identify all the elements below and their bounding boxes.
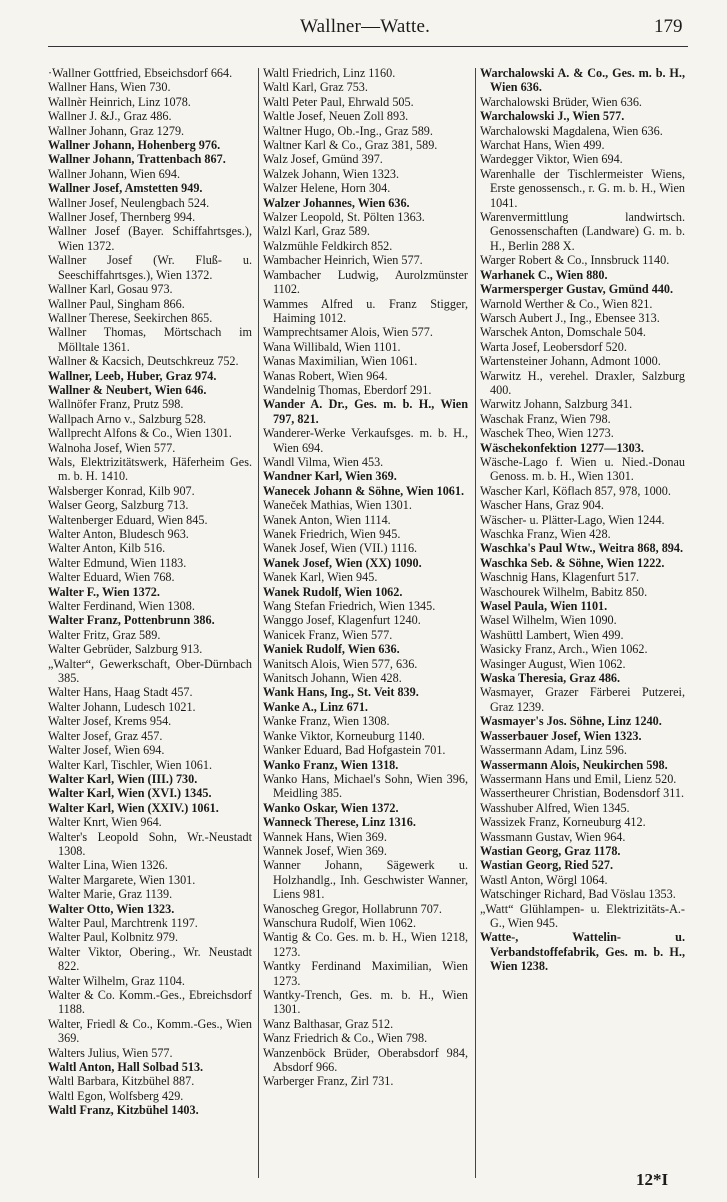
directory-entry: Wantky-Trench, Ges. m. b. H., Wien 1301.: [263, 988, 468, 1017]
directory-entry: Wallpach Arno v., Salzburg 528.: [48, 411, 207, 426]
directory-entry: Wanek Josef, Wien (XX) 1090.: [263, 555, 422, 570]
directory-column-1: [48, 66, 252, 1118]
directory-entry: Wanicek Franz, Wien 577.: [263, 627, 393, 642]
directory-entry: Watschinger Richard, Bad Vöslau 1353.: [480, 887, 676, 902]
directory-entry: Walter Johann, Ludesch 1021.: [48, 699, 196, 714]
directory-entry: Walzl Karl, Graz 589.: [263, 224, 370, 239]
directory-entry: Wasmayer, Grazer Färberei Putzerei, Graz 1239.: [480, 685, 685, 714]
directory-entry: Walter Gebrüder, Salzburg 913.: [48, 642, 203, 657]
directory-entry: Waltl Karl, Graz 753.: [263, 80, 368, 95]
directory-entry: Walter Marie, Graz 1139.: [48, 887, 173, 902]
directory-entry: Warnold Werther & Co., Wien 821.: [480, 296, 653, 311]
directory-entry: Wallner Therese, Seekirchen 865.: [48, 310, 213, 325]
directory-entry: Wank Hans, Ing., St. Veit 839.: [263, 685, 419, 700]
directory-entry: Wantig & Co. Ges. m. b. H., Wien 1218, 1273.: [263, 930, 468, 959]
directory-entry: Wäscher- u. Plätter-Lago, Wien 1244.: [480, 512, 665, 527]
directory-entry: Walter & Co. Komm.-Ges., Ebreichsdorf 1188.: [48, 988, 252, 1017]
directory-entry: Waschka's Paul Wtw., Weitra 868, 894.: [480, 541, 684, 556]
directory-entry: Warwitz Johann, Salzburg 341.: [480, 397, 633, 412]
directory-entry: Waschnig Hans, Klagenfurt 517.: [480, 570, 640, 585]
directory-entry: Wallprecht Alfons & Co., Wien 1301.: [48, 426, 232, 441]
page-title: Wallner—Watte.: [300, 16, 431, 37]
directory-entry: Walters Julius, Wien 577.: [48, 1045, 173, 1060]
directory-entry: Wana Willibald, Wien 1101.: [263, 339, 401, 354]
directory-entry: Walter Lina, Wien 1326.: [48, 858, 168, 873]
directory-entry: Wallner Johann, Hohenberg 976.: [48, 138, 221, 153]
directory-entry: Wammes Alfred u. Franz Stigger, Haiming 1012.: [263, 296, 468, 325]
directory-entry: Wanas Robert, Wien 964.: [263, 368, 388, 383]
directory-entry: Walter Eduard, Wien 768.: [48, 570, 175, 585]
directory-entry: Wandelnig Thomas, Eberdorf 291.: [263, 382, 432, 397]
directory-entry: Warberger Franz, Zirl 731.: [263, 1074, 394, 1089]
directory-entry: Wanker Eduard, Bad Hofgastein 701.: [263, 743, 446, 758]
directory-entry: Wallner Johann, Wien 694.: [48, 166, 180, 181]
directory-entry: Warenhalle der Tischlermeister Wiens, Erste genossensch., r. G. m. b. H., Wien 1041.: [480, 166, 685, 210]
directory-entry: Walter Anton, Kilb 516.: [48, 541, 166, 556]
directory-entry: Wascher Hans, Graz 904.: [480, 498, 604, 513]
directory-entry: Warsch Aubert J., Ing., Ebensee 313.: [480, 310, 660, 325]
directory-entry: Waniek Rudolf, Wien 636.: [263, 642, 400, 657]
directory-entry: Wallner Josef (Bayer. Schiffahrtsges.), Wien 1372.: [48, 224, 252, 253]
directory-entry: Warwitz H., verehel. Draxler, Salzburg 400.: [480, 368, 685, 397]
directory-entry: Warta Josef, Leobersdorf 520.: [480, 339, 627, 354]
directory-entry: Wanner Johann, Sägewerk u. Holzhandlg., Inh. Geschwister Wanner, Liens 981.: [263, 858, 468, 902]
directory-entry: Walsberger Konrad, Kilb 907.: [48, 483, 195, 498]
directory-entry: Walter Paul, Marchtrenk 1197.: [48, 915, 198, 930]
directory-entry: Walnoha Josef, Wien 577.: [48, 440, 176, 455]
directory-entry: Walter Otto, Wien 1323.: [48, 901, 175, 916]
directory-entry: Walter Anton, Bludesch 963.: [48, 527, 189, 541]
directory-entry: Wanke Franz, Wien 1308.: [263, 714, 390, 729]
directory-entry: Wanek Anton, Wien 1114.: [263, 512, 391, 527]
directory-entry: Wallner Josef, Neulengbach 524.: [48, 195, 210, 210]
directory-entry: Wasmayer's Jos. Söhne, Linz 1240.: [480, 714, 662, 729]
directory-entry: Wanderer-Werke Verkaufsges. m. b. H., Wien 694.: [263, 426, 468, 455]
directory-entry: Wallner Johann, Graz 1279.: [48, 123, 185, 138]
directory-entry: Warchalowski J., Wien 577.: [480, 109, 625, 124]
directory-entry: Wanke Viktor, Korneuburg 1140.: [263, 728, 425, 743]
directory-entry: Warhanek C., Wien 880.: [480, 267, 608, 282]
directory-entry: Walzer Leopold, St. Pölten 1363.: [263, 210, 425, 225]
directory-entry: Walter Knrt, Wien 964.: [48, 815, 162, 830]
directory-entry: ·Wallner Gottfried, Ebseichsdorf 664.: [48, 66, 233, 80]
directory-entry: Walzer Johannes, Wien 636.: [263, 195, 410, 210]
directory-entry: Waschak Franz, Wien 798.: [480, 411, 611, 426]
directory-entry: Wanschura Rudolf, Wien 1062.: [263, 915, 416, 930]
directory-entry: Wanas Maximilian, Wien 1061.: [263, 354, 418, 369]
directory-entry: Wallner Paul, Singham 866.: [48, 296, 185, 311]
directory-entry: Walter Josef, Graz 457.: [48, 728, 163, 743]
directory-entry: Waltl Egon, Wolfsberg 429.: [48, 1088, 184, 1103]
directory-entry: Wäschekonfektion 1277—1303.: [480, 440, 644, 455]
directory-entry: Wanz Friedrich & Co., Wien 798.: [263, 1031, 428, 1046]
directory-entry: Walter Paul, Kolbnitz 979.: [48, 930, 179, 945]
directory-entry: Wasel Paula, Wien 1101.: [480, 599, 608, 614]
directory-entry: Wallner Hans, Wien 730.: [48, 80, 171, 95]
directory-entry: Wallner Johann, Trattenbach 867.: [48, 152, 226, 167]
directory-entry: Wang Stefan Friedrich, Wien 1345.: [263, 599, 436, 614]
directory-entry: Wanoscheg Gregor, Hollabrunn 707.: [263, 901, 442, 916]
directory-entry: Wallnèr Heinrich, Linz 1078.: [48, 94, 191, 109]
directory-entry: Wallner Thomas, Mörtschach im Mölltale 1361.: [48, 325, 252, 354]
directory-entry: Wallner Josef, Amstetten 949.: [48, 181, 203, 196]
directory-entry: Wanneck Therese, Linz 1316.: [263, 815, 416, 830]
directory-entry: Warchalowski Brüder, Wien 636.: [480, 94, 642, 109]
directory-entry: Walter Franz, Pottenbrunn 386.: [48, 613, 215, 628]
directory-entry: Waneček Mathias, Wien 1301.: [263, 498, 412, 513]
directory-entry: Waltl Barbara, Kitzbühel 887.: [48, 1074, 195, 1089]
printer-signature: 12*I: [636, 1170, 669, 1189]
directory-entry: Warger Robert & Co., Innsbruck 1140.: [480, 253, 670, 268]
directory-entry: Wannek Hans, Wien 369.: [263, 829, 387, 844]
directory-entry: Waltner Karl & Co., Graz 381, 589.: [263, 138, 438, 153]
directory-entry: Wastl Anton, Wörgl 1064.: [480, 872, 608, 887]
directory-entry: Wanitsch Alois, Wien 577, 636.: [263, 656, 418, 671]
directory-entry: Wasshuber Alfred, Wien 1345.: [480, 800, 630, 815]
directory-entry: Walter F., Wien 1372.: [48, 584, 160, 599]
directory-entry: Walter Karl, Wien (XVI.) 1345.: [48, 786, 212, 801]
directory-entry: Wanecek Johann & Söhne, Wien 1061.: [263, 483, 465, 498]
directory-entry: Wanggo Josef, Klagenfurt 1240.: [263, 613, 421, 628]
directory-entry: Wanek Karl, Wien 945.: [263, 570, 378, 585]
directory-entry: Waltner Hugo, Ob.-Ing., Graz 589.: [263, 123, 433, 138]
directory-entry: Walter Hans, Haag Stadt 457.: [48, 685, 193, 700]
directory-entry: Waltl Anton, Hall Solbad 513.: [48, 1060, 204, 1075]
directory-entry: Wanz Balthasar, Graz 512.: [263, 1016, 394, 1031]
directory-entry: Waschka Seb. & Söhne, Wien 1222.: [480, 555, 665, 570]
directory-entry: Wallner & Kacsich, Deutschkreuz 752.: [48, 354, 239, 369]
directory-entry: Wanek Friedrich, Wien 945.: [263, 527, 401, 541]
directory-entry: Wassermann Adam, Linz 596.: [480, 743, 627, 758]
directory-entry: Wanek Josef, Wien (VII.) 1116.: [263, 541, 418, 556]
directory-entry: Waltle Josef, Neuen Zoll 893.: [263, 109, 409, 124]
directory-entry: Wallner Karl, Gosau 973.: [48, 282, 173, 297]
page-number: 179: [654, 16, 683, 37]
directory-entry: Wandner Karl, Wien 369.: [263, 469, 397, 484]
directory-entry: Walter Wilhelm, Graz 1104.: [48, 973, 185, 988]
directory-entry: Wanko Hans, Michael's Sohn, Wien 396, Meidling 385.: [263, 771, 468, 801]
directory-entry: Walter Josef, Wien 694.: [48, 743, 165, 758]
directory-entry: Warchat Hans, Wien 499.: [480, 138, 605, 153]
directory-entry: Warenvermittlung landwirtsch. Genossenschaften (Landware) G. m. b. H., Berlin 288 X.: [480, 210, 685, 253]
directory-entry: Walter Viktor, Obering., Wr. Neustadt 822.: [48, 944, 252, 974]
directory-entry: Walter's Leopold Sohn, Wr.-Neustadt 1308.: [48, 829, 252, 858]
directory-entry: Wascher Karl, Köflach 857, 978, 1000.: [480, 483, 671, 498]
directory-entry: Walser Georg, Salzburg 713.: [48, 498, 189, 513]
directory-entry: Wassermann Hans und Emil, Lienz 520.: [480, 771, 677, 786]
directory-entry: Walz Josef, Gmünd 397.: [263, 152, 383, 167]
directory-entry: Wallner, Leeb, Huber, Graz 974.: [48, 368, 217, 383]
directory-entry: Waska Theresia, Graz 486.: [480, 671, 621, 686]
directory-entry: Wassertheurer Christian, Bodensdorf 311.: [480, 786, 685, 801]
directory-entry: Wambacher Heinrich, Wien 577.: [263, 253, 423, 268]
directory-entry: „Watt“ Glühlampen- u. Elektrizitäts-A.-G., Wien 945.: [480, 901, 685, 930]
directory-entry: Waltl Friedrich, Linz 1160.: [263, 66, 396, 80]
directory-entry: Walter Karl, Wien (III.) 730.: [48, 771, 198, 786]
column-divider: [475, 68, 476, 1178]
directory-entry: Walzmühle Feldkirch 852.: [263, 238, 393, 253]
directory-entry: Walter Ferdinand, Wien 1308.: [48, 599, 195, 614]
directory-column-2: [263, 66, 468, 1089]
directory-entry: Waschek Theo, Wien 1273.: [480, 426, 614, 441]
directory-entry: Wasinger August, Wien 1062.: [480, 656, 626, 671]
directory-entry: Walter Fritz, Graz 589.: [48, 627, 161, 642]
directory-entry: Wäsche-Lago f. Wien u. Nied.-Donau Genoss. m. b. H., Wien 1301.: [480, 454, 685, 484]
directory-entry: Wander A. Dr., Ges. m. b. H., Wien 797, 821.: [263, 397, 468, 426]
directory-column-3: [480, 66, 685, 974]
directory-entry: Warchalowski A. & Co., Ges. m. b. H., Wien 636.: [480, 66, 685, 95]
directory-entry: Wasicky Franz, Arch., Wien 1062.: [480, 642, 648, 657]
directory-entry: Wals, Elektrizitätswerk, Häferheim Ges. m. b. H. 1410.: [48, 454, 252, 484]
directory-entry: Wanko Franz, Wien 1318.: [263, 757, 399, 772]
directory-entry: Watte-, Wattelin- u. Verbandstoffefabrik, Ges. m. b. H., Wien 1238.: [480, 930, 685, 974]
directory-entry: Wallner J. &J., Graz 486.: [48, 109, 172, 124]
directory-entry: Wassizek Franz, Korneuburg 412.: [480, 815, 646, 830]
directory-entry: Washüttl Lambert, Wien 499.: [480, 627, 624, 642]
directory-entry: Wassermann Alois, Neukirchen 598.: [480, 757, 668, 772]
directory-entry: Walter Karl, Wien (XXIV.) 1061.: [48, 800, 219, 815]
directory-entry: Walter Josef, Krems 954.: [48, 714, 172, 729]
directory-entry: Wantky Ferdinand Maximilian, Wien 1273.: [263, 959, 468, 988]
directory-entry: Wannek Josef, Wien 369.: [263, 843, 387, 858]
directory-entry: Wallnöfer Franz, Prutz 598.: [48, 397, 184, 412]
directory-entry: Wastian Georg, Ried 527.: [480, 858, 614, 873]
directory-entry: Wallner Josef (Wr. Fluß- u. Seeschiffahrtsges.), Wien 1372.: [48, 253, 252, 282]
directory-entry: Wamprechtsamer Alois, Wien 577.: [263, 325, 433, 340]
directory-entry: Waltl Franz, Kitzbühel 1403.: [48, 1103, 199, 1118]
directory-entry: Waltl Peter Paul, Ehrwald 505.: [263, 94, 414, 109]
directory-entry: „Walter“, Gewerkschaft, Ober-Dürnbach 385.: [48, 656, 252, 686]
header-rule: [48, 46, 688, 47]
directory-entry: Wanek Rudolf, Wien 1062.: [263, 584, 403, 599]
directory-entry: Waltenberger Eduard, Wien 845.: [48, 512, 208, 527]
directory-entry: Wassmann Gustav, Wien 964.: [480, 829, 626, 844]
directory-entry: Wastian Georg, Graz 1178.: [480, 843, 621, 858]
directory-entry: Wanko Oskar, Wien 1372.: [263, 800, 399, 815]
directory-entry: Warschek Anton, Domschale 504.: [480, 325, 646, 340]
directory-entry: Wasel Wilhelm, Wien 1090.: [480, 613, 617, 628]
directory-entry: Walzek Johann, Wien 1323.: [263, 166, 400, 181]
directory-entry: Wallner & Neubert, Wien 646.: [48, 382, 207, 397]
directory-entry: Walter, Friedl & Co., Komm.-Ges., Wien 369.: [48, 1016, 252, 1046]
directory-entry: Waschourek Wilhelm, Babitz 850.: [480, 584, 648, 599]
directory-entry: Wallner Josef, Thernberg 994.: [48, 210, 196, 225]
directory-entry: Wambacher Ludwig, Aurolzmünster 1102.: [263, 267, 468, 297]
directory-entry: Walter Margarete, Wien 1301.: [48, 872, 196, 887]
directory-entry: Wardegger Viktor, Wien 694.: [480, 152, 623, 167]
directory-entry: Waschka Franz, Wien 428.: [480, 527, 611, 541]
page-header: [0, 0, 727, 48]
directory-entry: Walzer Helene, Horn 304.: [263, 181, 391, 196]
directory-entry: Wandl Vilma, Wien 453.: [263, 454, 384, 469]
directory-entry: Walter Karl, Tischler, Wien 1061.: [48, 757, 213, 772]
directory-entry: Wanke A., Linz 671.: [263, 699, 368, 714]
directory-entry: Walter Edmund, Wien 1183.: [48, 555, 187, 570]
directory-entry: Wasserbauer Josef, Wien 1323.: [480, 728, 642, 743]
directory-entry: Wartensteiner Johann, Admont 1000.: [480, 354, 661, 369]
column-divider: [258, 68, 259, 1178]
directory-entry: Wanzenböck Brüder, Oberabsdorf 984, Absdorf 966.: [263, 1045, 468, 1075]
directory-entry: Wanitsch Johann, Wien 428.: [263, 671, 402, 686]
directory-entry: Warmersperger Gustav, Gmünd 440.: [480, 282, 674, 297]
directory-entry: Warchalowski Magdalena, Wien 636.: [480, 123, 663, 138]
